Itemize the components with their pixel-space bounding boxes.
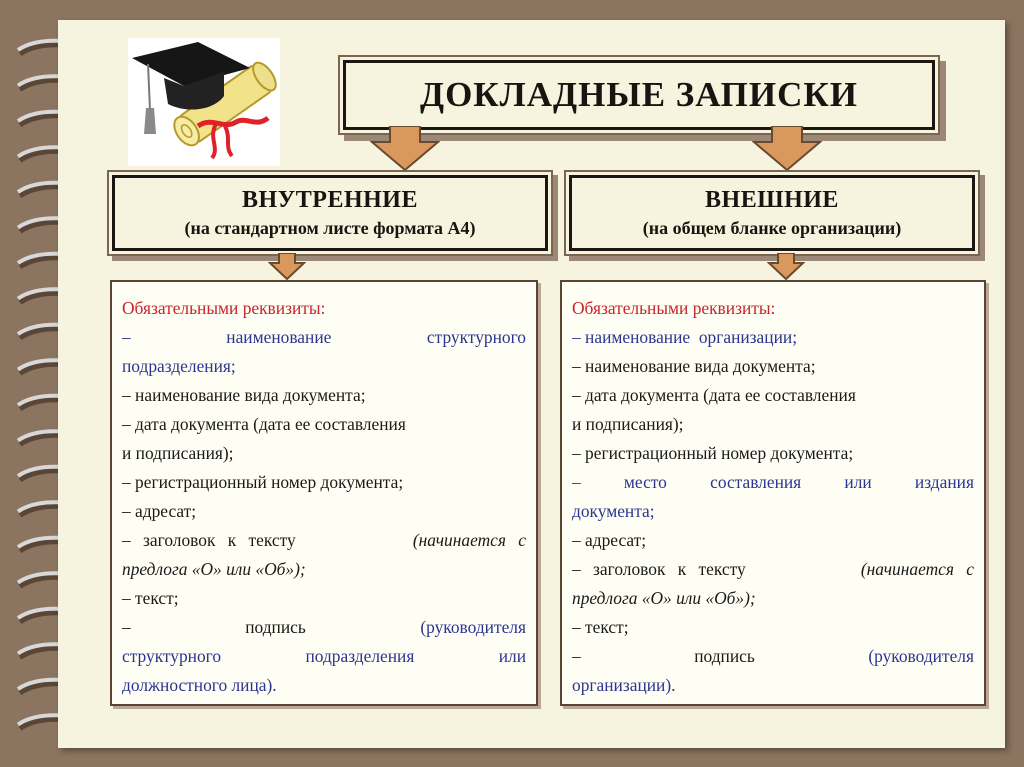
internal-type-box xyxy=(112,175,548,251)
external-heading: ВНЕШНИЕ xyxy=(705,187,839,213)
page-title: ДОКЛАДНЫЕ ЗАПИСКИ xyxy=(419,75,858,114)
internal-subheading: (на стандартном листе формата А4) xyxy=(184,218,476,238)
list-item: – наименование вида документа; xyxy=(572,356,816,376)
list-item: – наименование структурного xyxy=(122,327,526,347)
arrow-down-icon xyxy=(370,126,440,172)
list-item-cont: предлога «О» или «Об»); xyxy=(122,559,306,579)
list-item: – адресат; xyxy=(122,501,197,521)
external-subheading: (на общем бланке организации) xyxy=(642,218,902,238)
list-item-cont: должностного лица). xyxy=(122,675,277,695)
list-item: – текст; xyxy=(572,617,629,637)
list-item: – заголовок к тексту (начинается с xyxy=(122,530,526,550)
arrow-down-icon xyxy=(767,253,805,281)
list-item: – заголовок к тексту (начинается с xyxy=(572,559,974,579)
external-type-box xyxy=(569,175,975,251)
title-box xyxy=(343,60,935,130)
list-item: – подпись (руководителя xyxy=(122,617,526,637)
internal-requirements-box xyxy=(110,280,538,706)
external-requirements-box xyxy=(560,280,986,706)
list-item: – место составления или издания xyxy=(572,472,974,492)
internal-intro: Обязательными реквизиты: xyxy=(122,298,326,318)
arrow-down-icon xyxy=(752,126,822,172)
list-item: – дата документа (дата ее составления xyxy=(122,414,406,434)
internal-heading: ВНУТРЕННИЕ xyxy=(242,187,418,213)
list-item-cont: структурного подразделения или xyxy=(122,646,526,666)
list-item-cont: и подписания); xyxy=(122,443,234,463)
list-item-cont: и подписания); xyxy=(572,414,684,434)
arrow-down-icon xyxy=(268,253,306,281)
list-item: – наименование организации; xyxy=(572,327,798,347)
list-item: – наименование вида документа; xyxy=(122,385,366,405)
list-item: – регистрационный номер документа; xyxy=(122,472,404,492)
list-item: – текст; xyxy=(122,588,179,608)
list-item-cont: документа; xyxy=(572,501,655,521)
list-item-cont: подразделения; xyxy=(122,356,236,376)
external-intro: Обязательными реквизиты: xyxy=(572,298,776,318)
list-item: – регистрационный номер документа; xyxy=(572,443,854,463)
list-item-cont: организации). xyxy=(572,675,676,695)
list-item-cont: предлога «О» или «Об»); xyxy=(572,588,756,608)
list-item: – адресат; xyxy=(572,530,647,550)
list-item: – подпись (руководителя xyxy=(572,646,974,666)
graduation-cap-diploma-icon xyxy=(128,38,280,166)
list-item: – дата документа (дата ее составления xyxy=(572,385,856,405)
